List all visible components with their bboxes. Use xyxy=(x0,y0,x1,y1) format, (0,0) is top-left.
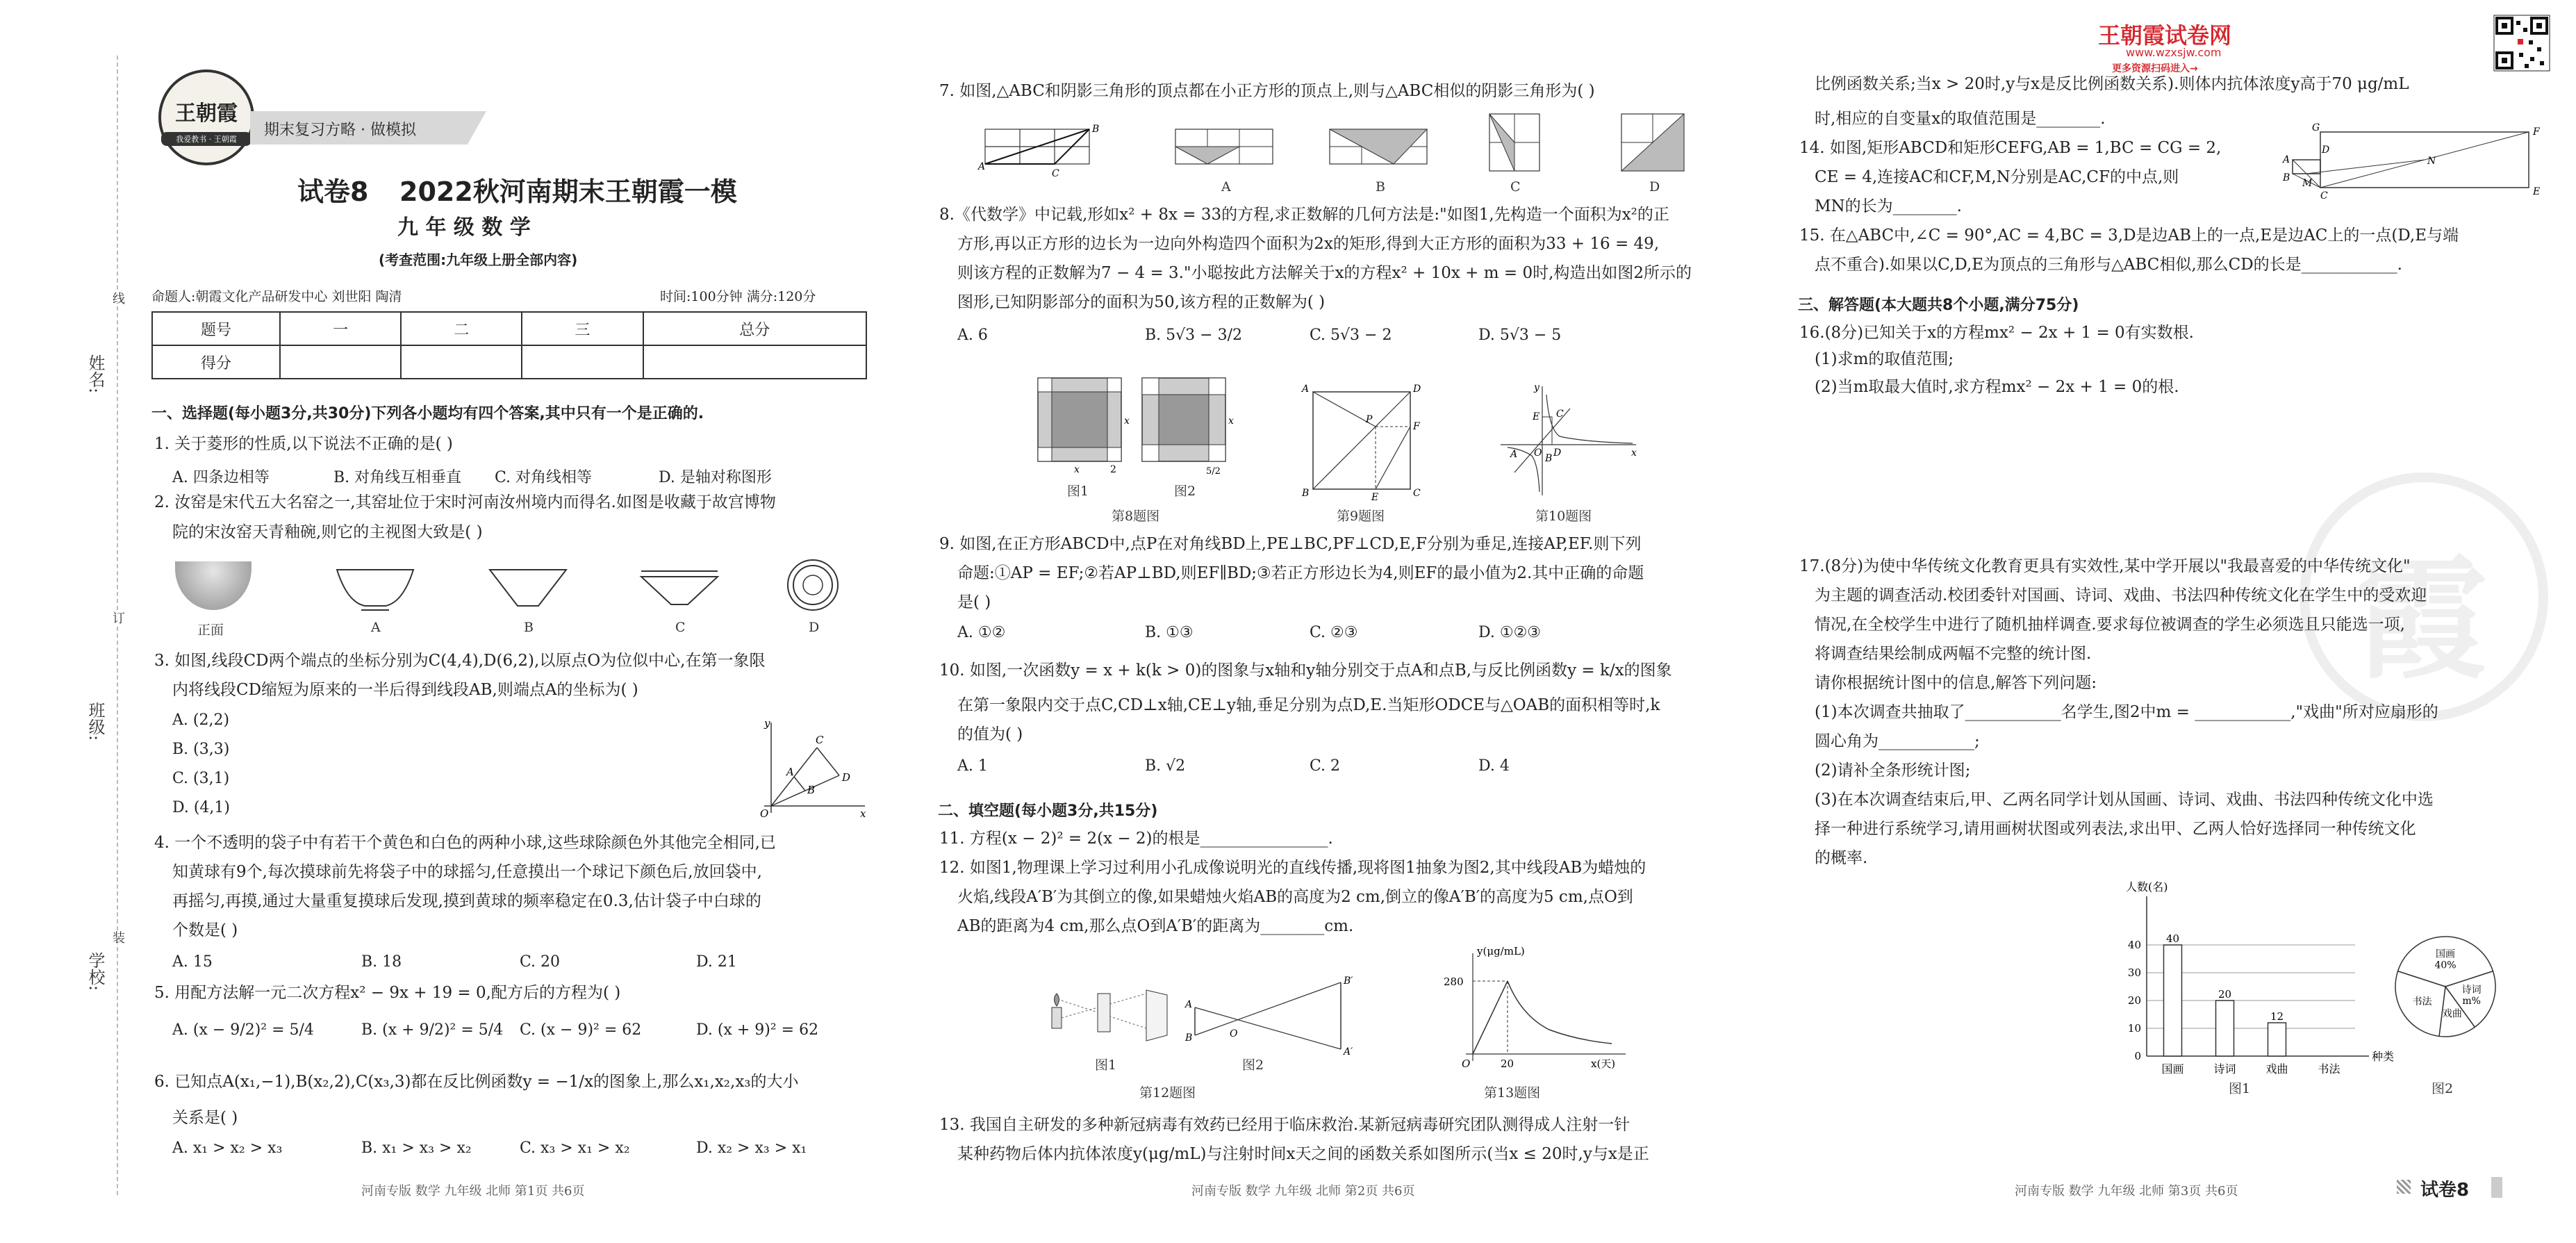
question-3-line2: 内将线段CD缩短为原来的一半后得到线段AB,则端点A的坐标为( ) xyxy=(172,681,638,699)
watermark-char: 霞 xyxy=(2355,543,2488,697)
fig13-label: y(μg/mL) xyxy=(1477,945,1525,957)
question-17-line5: 请你根据统计图中的信息,解答下列问题: xyxy=(1815,674,2097,692)
question-6-line1: 6. 已知点A(x₁,−1),B(x₂,2),C(x₃,3)都在反比例函数y = −1/x的图象上,那么x₁,x₂,x₃的大小 xyxy=(154,1073,799,1091)
seal-mark-pack: 装 xyxy=(108,931,126,944)
q12-figure-2 xyxy=(1181,973,1355,1063)
q2-option-a-figure xyxy=(333,564,417,613)
pie-slice-label: 戏曲 xyxy=(2442,1008,2462,1020)
y-tick-label: 20 xyxy=(2127,994,2141,1007)
q6-option-b: B. x₁ > x₃ > x₂ xyxy=(361,1139,472,1157)
fig14-label: E xyxy=(2533,186,2541,197)
bar-chart xyxy=(2112,880,2395,1091)
q10-option-b: B. √2 xyxy=(1145,757,1186,775)
header-badge-text: 期末复习方略 · 做模拟 xyxy=(264,122,416,139)
q1-option-b: B. 对角线互相垂直 xyxy=(333,469,462,486)
class-label: 班级: xyxy=(85,702,105,741)
fig14-label: C xyxy=(2320,190,2328,201)
q13-continued-line2: 时,相应的自变量x的取值范围是________. xyxy=(1815,110,2106,128)
time-score: 时间:100分钟 满分:120分 xyxy=(660,289,816,304)
fig14-label: A xyxy=(2283,154,2290,165)
paper-tag-bar xyxy=(2491,1177,2502,1198)
q13-figure xyxy=(1431,939,1633,1071)
question-6-line2: 关系是( ) xyxy=(172,1109,238,1127)
q3-option-d: D. (4,1) xyxy=(172,799,230,816)
question-8-line1: 8.《代数学》中记载,形如x² + 8x = 33的方程,求正数解的几何方法是:"如图1,先构造一个面积为x²的正 xyxy=(939,206,1669,224)
paper-tag: 试卷8 xyxy=(2420,1180,2470,1201)
q2-label-b: B xyxy=(524,620,534,635)
x-tick-label: 戏曲 xyxy=(2265,1062,2288,1076)
question-17-line4: 将调查结果绘制成两幅不完整的统计图. xyxy=(1815,645,2092,663)
bar-value-label: 40 xyxy=(2165,932,2180,945)
question-17-line8: (2)请补全条形统计图; xyxy=(1815,762,1971,780)
q8-figure-1 xyxy=(1035,375,1130,475)
y-tick-label: 10 xyxy=(2127,1022,2141,1035)
fig12-cap-1: 图1 xyxy=(1095,1057,1117,1073)
paper-number: 试卷8 xyxy=(297,176,369,207)
bar-chart-title: 图1 xyxy=(2229,1081,2251,1096)
q3-fig-label: C xyxy=(816,734,824,746)
q2-option-d-figure xyxy=(785,557,841,613)
bowl-photo xyxy=(175,561,251,610)
q3-option-c: C. (3,1) xyxy=(172,770,230,787)
seal-mark-line: 线 xyxy=(108,292,126,304)
question-8-line3: 则该方程的正数解为7 − 4 = 3."小聪按此方法解关于x的方程x² + 10x + m = 0时,构造出如图2所示的 xyxy=(957,264,1692,282)
question-5: 5. 用配方法解一元二次方程x² − 9x + 19 = 0,配方后的方程为( ) xyxy=(154,984,621,1002)
q3-option-b: B. (3,3) xyxy=(172,741,230,758)
question-12-line3: AB的距离为4 cm,那么点O到A′B′的距离为________cm. xyxy=(957,917,1354,935)
q2-label-a: A xyxy=(371,620,381,635)
q7-option-c-figure xyxy=(1487,111,1542,174)
q3-fig-label: A xyxy=(786,766,794,778)
question-10-line2: 在第一象限内交于点C,CD⊥x轴,CE⊥y轴,垂足分别为点D,E.当矩形ODCE与△OAB的面积相等时,k xyxy=(957,696,1660,714)
q4-option-d: D. 21 xyxy=(696,953,737,971)
brand-more: 更多资源扫码进入→ xyxy=(2112,63,2198,74)
fig14-label: N xyxy=(2427,156,2436,167)
qr-code-icon[interactable] xyxy=(2494,15,2550,71)
q7-label-c: C xyxy=(1510,179,1521,195)
question-16-line1: 16.(8分)已知关于x的方程mx² − 2x + 1 = 0有实数根. xyxy=(1799,324,2194,342)
q3-fig-label: x xyxy=(860,807,866,820)
q1-option-a: A. 四条边相等 xyxy=(172,469,270,486)
x-tick-label: 诗词 xyxy=(2213,1062,2236,1076)
fig12-label: B xyxy=(1185,1032,1193,1044)
question-11: 11. 方程(x − 2)² = 2(x − 2)的根是________________. xyxy=(939,830,1333,848)
y-axis-label: 人数(名) xyxy=(2126,880,2168,894)
question-15-line1: 15. 在△ABC中,∠C = 90°,AC = 4,BC = 3,D是边AB上的一点,E是边AC上的一点(D,E与端 xyxy=(1799,227,2459,245)
question-10-line1: 10. 如图,一次函数y = x + k(k > 0)的图象与x轴和y轴分别交于点A和点B,与反比例函数y = k/x的图象 xyxy=(939,661,1672,680)
question-17-line7: 圆心角为____________; xyxy=(1815,732,1980,750)
q8-option-d: D. 5√3 − 5 xyxy=(1478,327,1562,344)
q5-option-c: C. (x − 9)² = 62 xyxy=(520,1021,642,1039)
pie-slice-label: 书法 xyxy=(2412,996,2432,1008)
q9-option-d: D. ①②③ xyxy=(1478,624,1542,641)
section-2-heading: 二、填空题(每小题3分,共15分) xyxy=(938,802,1158,820)
score-cell[interactable] xyxy=(522,345,643,379)
x-tick-label: 书法 xyxy=(2318,1062,2340,1076)
q7-option-a-figure xyxy=(1173,122,1277,171)
exam-scope: (考查范围:九年级上册全部内容) xyxy=(379,252,578,268)
q8-option-a: A. 6 xyxy=(957,327,988,344)
q9-option-c: C. ②③ xyxy=(1310,624,1358,641)
question-12-line2: 火焰,线段A′B′为其倒立的像,如果蜡烛火焰AB的高度为2 cm,倒立的像A′B′的高度为5 cm,点O到 xyxy=(957,888,1633,906)
bar xyxy=(2268,1023,2286,1056)
fig12-label: B′ xyxy=(1344,976,1353,987)
fig8-label: x xyxy=(1228,415,1234,427)
y-tick-label: 30 xyxy=(2127,966,2141,979)
score-cell[interactable] xyxy=(643,345,866,379)
q2-option-b-figure xyxy=(486,564,570,613)
q10-option-d: D. 4 xyxy=(1478,757,1510,775)
q9-figure xyxy=(1299,381,1424,503)
q2-label-c: C xyxy=(675,620,686,635)
question-17-line10: 择一种进行系统学习,请用画树状图或列表法,求出甲、乙两人恰好选择同一种传统文化 xyxy=(1815,820,2416,838)
corner-icon xyxy=(2397,1180,2411,1194)
question-17-line2: 为主题的调查活动.校团委针对国画、诗词、戏曲、书法四种传统文化在学生中的受欢迎 xyxy=(1815,586,2427,604)
q10-option-a: A. 1 xyxy=(957,757,988,775)
fig8-caption: 第8题图 xyxy=(1112,509,1160,524)
fig13-label: x(天) xyxy=(1591,1057,1616,1070)
q3-figure xyxy=(750,716,868,820)
question-4-line1: 4. 一个不透明的袋子中有若干个黄色和白色的两种小球,这些球除颜色外其他完全相同,已 xyxy=(154,834,776,852)
question-9-line1: 9. 如图,在正方形ABCD中,点P在对角线BD上,PE⊥BC,PF⊥CD,E,F分别为垂足,连接AP,EF.则下列 xyxy=(939,535,1642,553)
score-table-row xyxy=(152,345,866,379)
fig12-caption: 第12题图 xyxy=(1139,1085,1196,1101)
q7-option-d-figure xyxy=(1619,111,1688,174)
q9-option-a: A. ①② xyxy=(957,624,1006,641)
brand-name: 王朝霞试卷网 xyxy=(2098,22,2232,49)
fig8-label: x xyxy=(1074,464,1080,475)
question-14-line3: MN的长为________. xyxy=(1815,197,1962,215)
q8-figure-2 xyxy=(1139,375,1234,477)
score-cell[interactable] xyxy=(280,345,401,379)
q6-option-c: C. x₃ > x₁ > x₂ xyxy=(520,1139,630,1157)
q7-fig-label: C xyxy=(1052,168,1059,179)
fig10-label: E xyxy=(1533,411,1540,422)
bar xyxy=(2164,945,2182,1056)
fig8-label: 5/2 xyxy=(1206,466,1221,477)
authors: 命题人:朝霞文化产品研发中心 刘世阳 陶清 xyxy=(151,289,402,304)
logo-subtext: 我爱教书 · 王朝霞 xyxy=(161,132,251,146)
q2-label-front: 正面 xyxy=(197,623,224,638)
q5-option-a: A. (x − 9/2)² = 5/4 xyxy=(172,1021,314,1039)
question-17-line6: (1)本次调查共抽取了____________名学生,图2中m = ____________,"戏曲"所对应扇形的 xyxy=(1815,703,2438,721)
q6-option-a: A. x₁ > x₂ > x₃ xyxy=(172,1139,283,1157)
q3-fig-label: B xyxy=(807,784,816,796)
question-17-line1: 17.(8分)为使中华传统文化教育更具有实效性,某中学开展以"我最喜爱的中华传统文化" xyxy=(1799,557,2411,575)
score-table xyxy=(151,311,867,379)
q7-fig-label: A xyxy=(978,161,986,172)
fig9-label: B xyxy=(1302,488,1310,499)
question-14-line1: 14. 如图,矩形ABCD和矩形CEFG,AB = 1,BC = CG = 2, xyxy=(1799,139,2222,157)
score-row-label: 得分 xyxy=(152,345,280,379)
pie-slice-label: m% xyxy=(2462,996,2481,1007)
fig14-label: B xyxy=(2283,172,2290,183)
question-14-line2: CE = 4,连接AC和CF,M,N分别是AC,CF的中点,则 xyxy=(1815,168,2179,186)
question-1: 1. 关于菱形的性质,以下说法不正确的是( ) xyxy=(154,435,453,453)
fig8-cap-2: 图2 xyxy=(1174,484,1196,499)
question-8-line2: 方形,再以正方形的边长为一边向外构造四个面积为2x的矩形,得到大正方形的面积为33 + 16 = 49, xyxy=(957,235,1660,253)
q12-figure-1 xyxy=(1042,980,1181,1049)
question-9-line2: 命题:①AP = EF;②若AP⊥BD,则EF∥BD;③若正方形边长为4,则EF的最小值为2.其中正确的命题 xyxy=(957,564,1644,582)
question-17-line3: 情况,在全校学生中进行了随机抽样调查.要求每位被调查的学生必须选且只能选一项, xyxy=(1815,616,2405,634)
fig8-cap-1: 图1 xyxy=(1067,484,1089,499)
q3-fig-label: D xyxy=(842,771,851,784)
score-table-header: 三 xyxy=(522,312,643,345)
question-13-line2: 某种药物后体内抗体浓度y(μg/mL)与注射时间x天之间的函数关系如图所示(当x ≤ 20时,y与x是正 xyxy=(957,1145,1649,1163)
q7-option-b-figure xyxy=(1327,122,1431,171)
q4-option-b: B. 18 xyxy=(361,953,402,971)
logo xyxy=(158,69,254,165)
y-tick-label: 0 xyxy=(2134,1050,2141,1062)
q2-option-c-figure xyxy=(638,564,721,613)
bar xyxy=(2216,1001,2234,1056)
question-17-line11: 的概率. xyxy=(1815,849,1868,867)
fig10-label: x xyxy=(1631,447,1637,459)
pie-chart-title: 图2 xyxy=(2431,1081,2454,1096)
score-table-header: 二 xyxy=(401,312,522,345)
question-16-line2: (1)求m的取值范围; xyxy=(1815,350,1954,368)
q5-option-d: D. (x + 9)² = 62 xyxy=(696,1021,819,1039)
question-7: 7. 如图,△ABC和阴影三角形的顶点都在小正方形的顶点上,则与△ABC相似的阴影三角形为( ) xyxy=(939,82,1595,100)
q7-fig-label: B xyxy=(1092,124,1100,135)
question-16-line3: (2)当m取最大值时,求方程mx² − 2x + 1 = 0的根. xyxy=(1815,378,2179,396)
fig12-cap-2: 图2 xyxy=(1242,1057,1264,1073)
school-label: 学校: xyxy=(85,952,105,991)
x-axis-label: 种类 xyxy=(2372,1050,2395,1063)
seal-mark-bind: 订 xyxy=(108,611,126,624)
question-8-line4: 图形,已知阴影部分的面积为50,该方程的正数解为( ) xyxy=(957,293,1326,311)
fig10-caption: 第10题图 xyxy=(1535,509,1592,524)
question-4-line3: 再摇匀,再摸,通过大量重复摸球后发现,摸到黄球的频率稳定在0.3,估计袋子中白球的 xyxy=(172,892,761,910)
fig10-label: B xyxy=(1545,453,1553,464)
fig9-label: C xyxy=(1413,488,1421,499)
question-3-line1: 3. 如图,线段CD两个端点的坐标分别为C(4,4),D(6,2),以原点O为位似中心,在第一象限 xyxy=(154,652,766,670)
fig10-label: D xyxy=(1553,447,1562,459)
fig14-label: D xyxy=(2322,145,2330,156)
score-cell[interactable] xyxy=(401,345,522,379)
logo-text: 王朝霞 xyxy=(175,101,238,126)
q7-label-a: A xyxy=(1221,179,1231,195)
fig13-label: O xyxy=(1462,1057,1471,1070)
fig14-label: M xyxy=(2302,178,2313,189)
fig14-label: F xyxy=(2533,126,2540,138)
fig9-label: A xyxy=(1302,384,1310,395)
score-table-header: 题号 xyxy=(152,312,280,345)
score-table-header-row xyxy=(152,312,866,345)
fig13-label: 20 xyxy=(1501,1057,1514,1070)
fig10-label: y xyxy=(1534,382,1539,393)
q10-figure xyxy=(1494,381,1640,499)
q13-continued-line1: 比例函数关系;当x > 20时,y与x是反比例函数关系).则体内抗体浓度y高于70 μg/mL xyxy=(1815,75,2409,93)
bar-value-label: 20 xyxy=(2218,988,2232,1001)
question-9-line3: 是( ) xyxy=(957,593,991,611)
question-2-line2: 院的宋汝窑天青釉碗,则它的主视图大致是( ) xyxy=(172,523,483,541)
fig8-label: x xyxy=(1124,415,1130,427)
page-3-footer: 河南专版 数学 九年级 北师 第3页 共6页 xyxy=(2015,1184,2238,1199)
q5-option-b: B. (x + 9/2)² = 5/4 xyxy=(361,1021,504,1039)
brand-url: www.wzxsjw.com xyxy=(2126,46,2222,59)
fig9-label: F xyxy=(1413,421,1420,432)
page-2-footer: 河南专版 数学 九年级 北师 第2页 共6页 xyxy=(1191,1184,1415,1199)
question-4-line2: 知黄球有9个,每次摸球前先将袋子中的球摇匀,任意摸出一个球记下颜色后,放回袋中, xyxy=(172,863,762,881)
pie-slice-label: 国画 xyxy=(2436,948,2455,960)
fig8-label: 2 xyxy=(1110,464,1116,475)
question-17-line9: (3)在本次调查结束后,甲、乙两名同学计划从国画、诗词、戏曲、书法四种传统文化中选 xyxy=(1815,791,2434,809)
pie-slice-label: 40% xyxy=(2434,960,2457,971)
q8-option-b: B. 5√3 − 3/2 xyxy=(1145,327,1242,344)
q4-option-a: A. 15 xyxy=(172,953,213,971)
fig14-label: G xyxy=(2312,122,2320,133)
q1-option-d: D. 是轴对称图形 xyxy=(659,469,772,486)
paper-title: 2022秋河南期末王朝霞一模 xyxy=(399,176,737,207)
bar-value-label: 12 xyxy=(2270,1010,2284,1023)
q7-abc-figure xyxy=(978,122,1103,178)
page-1-footer: 河南专版 数学 九年级 北师 第1页 共6页 xyxy=(361,1184,585,1199)
q3-fig-label: O xyxy=(760,807,769,820)
fig9-label: E xyxy=(1371,492,1379,503)
q1-option-c: C. 对角线相等 xyxy=(495,469,593,486)
q3-fig-label: y xyxy=(764,717,770,730)
fig10-label: C xyxy=(1556,409,1564,420)
question-10-line3: 的值为( ) xyxy=(957,725,1023,743)
fig9-label: D xyxy=(1413,384,1421,395)
fig12-label: A′ xyxy=(1344,1046,1353,1057)
score-table-header: 一 xyxy=(280,312,401,345)
fig9-caption: 第9题图 xyxy=(1337,509,1385,524)
question-15-line2: 点不重合).如果以C,D,E为顶点的三角形与△ABC相似,那么CD的长是____________. xyxy=(1815,256,2402,274)
question-12-line1: 12. 如图1,物理课上学习过利用小孔成像说明光的直线传播,现将图1抽象为图2,其中线段AB为蜡烛的 xyxy=(939,859,1646,877)
q3-option-a: A. (2,2) xyxy=(172,711,230,729)
q7-label-b: B xyxy=(1376,179,1385,195)
question-4-line4: 个数是( ) xyxy=(172,921,238,939)
fig13-caption: 第13题图 xyxy=(1484,1085,1541,1101)
fig12-label: A xyxy=(1185,999,1193,1010)
fig10-label: O xyxy=(1534,447,1542,459)
fig10-label: A xyxy=(1510,449,1518,460)
question-13-line1: 13. 我国自主研发的多种新冠病毒有效药已经用于临床救治.某新冠病毒研究团队测得成人注射一针 xyxy=(939,1116,1630,1134)
q6-option-d: D. x₂ > x₃ > x₁ xyxy=(696,1139,807,1157)
y-tick-label: 40 xyxy=(2127,939,2141,951)
q10-option-c: C. 2 xyxy=(1310,757,1341,775)
question-2-line1: 2. 汝窑是宋代五大名窑之一,其窑址位于宋时河南汝州境内而得名.如图是收藏于故宫博物 xyxy=(154,493,776,511)
binding-line xyxy=(117,56,118,1195)
q2-label-d: D xyxy=(809,620,820,635)
section-1-heading: 一、选择题(每小题3分,共30分)下列各小题均有四个答案,其中只有一个是正确的. xyxy=(151,405,704,422)
name-label: 姓名: xyxy=(85,354,105,394)
score-table-header: 总分 xyxy=(643,312,866,345)
pie-chart xyxy=(2390,931,2501,1042)
q14-figure xyxy=(2279,118,2557,201)
fig9-label: P xyxy=(1366,414,1373,425)
subject-title: 九 年 级 数 学 xyxy=(397,215,531,240)
q8-option-c: C. 5√3 − 2 xyxy=(1310,327,1392,344)
q7-label-d: D xyxy=(1649,179,1660,195)
q9-option-b: B. ①③ xyxy=(1145,624,1194,641)
x-tick-label: 国画 xyxy=(2161,1062,2184,1076)
section-3-heading: 三、解答题(本大题共8个小题,满分75分) xyxy=(1798,297,2079,314)
fig12-label: O xyxy=(1230,1028,1238,1039)
q4-option-c: C. 20 xyxy=(520,953,561,971)
fig13-label: 280 xyxy=(1444,976,1464,988)
pie-slice-label: 诗词 xyxy=(2461,985,2482,996)
